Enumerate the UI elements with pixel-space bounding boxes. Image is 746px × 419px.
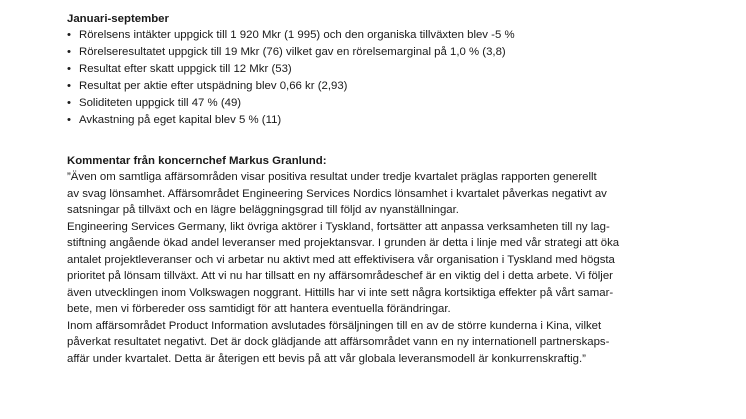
list-item [67,61,707,78]
bullet-icon: • [67,97,71,109]
list-item-text: Avkastning på eget kapital blev 5 % (11) [79,114,282,126]
quote-line: stiftning angående ökad andel leveranser med projektansvar. I grunden är detta i linje med vår strategi att öka [67,237,620,249]
bullet-icon: • [67,63,71,75]
quote-line: av svag lönsamhet. Affärsområdet Engineering Services Nordics lönsamhet i kvartalet påverkas negativt av [67,187,607,200]
quote-line: affär under kvartalet. Detta är återigen ett bevis på att vår globala leveransmodell är konkurrenskraftig.” [67,352,586,365]
quote-line: antalet projektleveranser och vi arbetar nu aktivt med att effektivisera vår organisation i Tyskland med högsta [67,253,615,266]
list-item [67,95,707,112]
list-item [67,78,707,95]
quote-line: påverkat resultatet negativt. Det är dock glädjande att affärsområdet vann en ny internationell partnerskaps- [67,336,610,348]
quote-line: även utvecklingen inom Volkswagen noggrant. Hittills har vi inte sett några kortsiktiga effekter på vårt samar- [67,286,614,299]
bullet-icon: • [67,29,71,41]
key-figures-list [67,27,707,129]
document-body [67,11,707,367]
bullet-icon: • [67,46,71,58]
list-item-text: Rörelsens intäkter uppgick till 1 920 Mkr (1 995) och den organiska tillväxten blev -5 % [79,29,515,41]
quote-line: ”Även om samtliga affärsområden visar positiva resultat under tredje kvartalet präglas rapporten generellt [67,171,597,183]
bullet-icon: • [67,80,71,92]
section-heading-ceo-comment: Kommentar från koncernchef Markus Granlund: [67,155,327,167]
list-item [67,44,707,61]
section-spacer [67,129,707,153]
list-item-text: Rörelseresultatet uppgick till 19 Mkr (76) vilket gav en rörelsemarginal på 1,0 % (3,8) [79,46,506,58]
section-heading-period: Januari-september [67,13,169,25]
quote-line: bete, men vi förbereder oss samtidigt för att hantera eventuella förändringar. [67,303,451,315]
quote-line: Inom affärsområdet Product Information avslutades försäljningen till en av de större kunderna i Kina, vilket [67,319,602,332]
list-item-text: Soliditeten uppgick till 47 % (49) [79,97,242,109]
list-item [67,112,707,129]
quote-line: prioritet på lönsam tillväxt. Att vi nu har tillsatt en ny affärsområdeschef är en viktig del i detta arbete. Vi följer [67,270,613,282]
list-item [67,27,707,44]
ceo-comment-quote [67,169,707,367]
list-item-text: Resultat per aktie efter utspädning blev 0,66 kr (2,93) [79,80,348,92]
quote-line: satsningar på tillväxt och en lägre beläggningsgrad till följd av nyanställningar. [67,204,459,216]
list-item-text: Resultat efter skatt uppgick till 12 Mkr (53) [79,63,292,75]
quote-line: Engineering Services Germany, likt övriga aktörer i Tyskland, fortsätter att anpassa verksamheten till ny lag- [67,220,610,233]
bullet-icon: • [67,114,71,126]
